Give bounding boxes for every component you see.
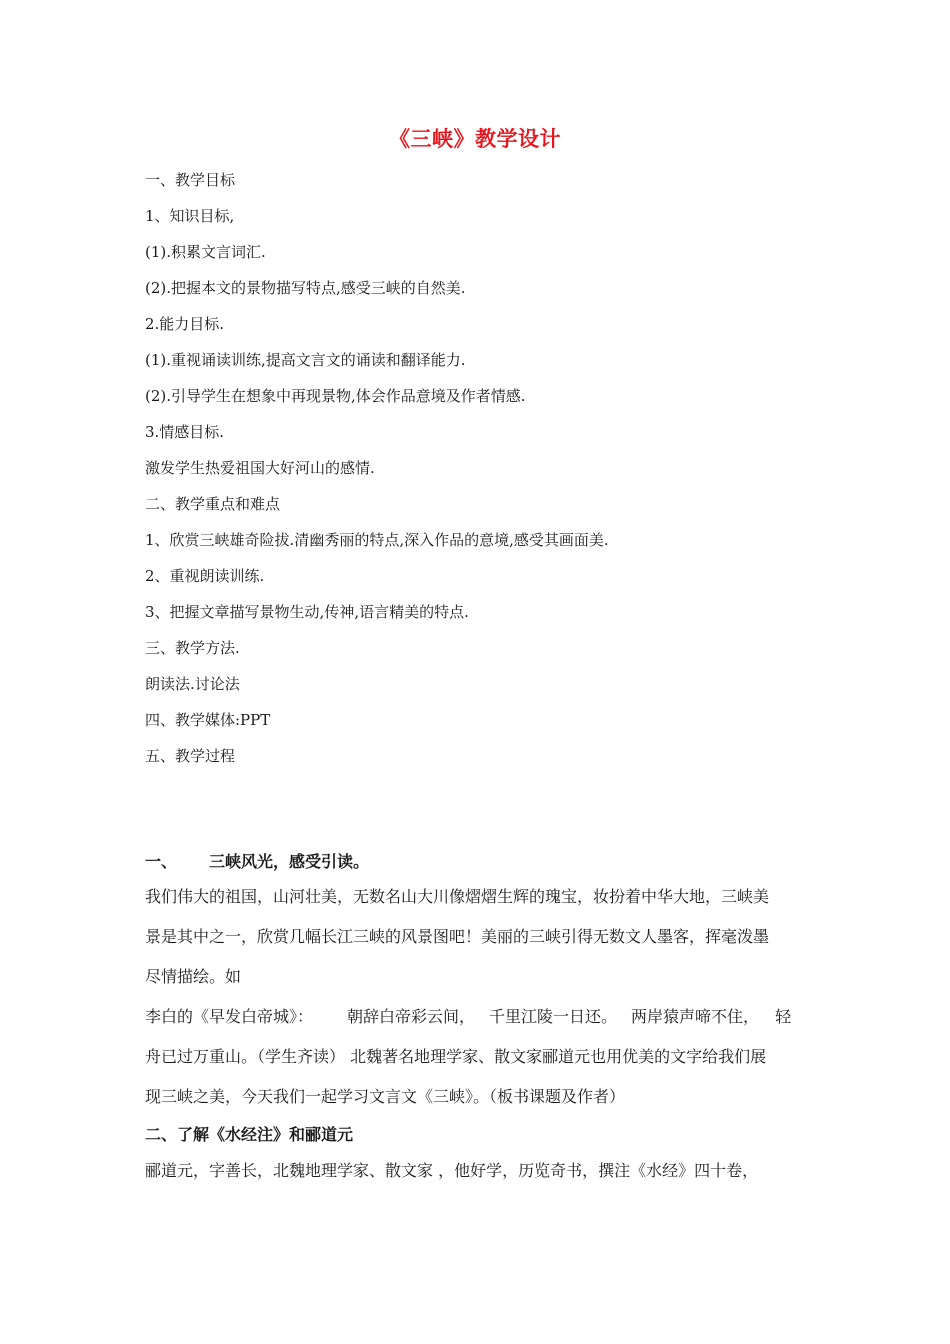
knowledge-goal: 1、知识目标, <box>145 207 235 225</box>
knowledge-goal-item-2: (2).把握本文的景物描写特点,感受三峡的自然美. <box>145 279 466 297</box>
emotion-goal-text: 激发学生热爱祖国大好河山的感情. <box>145 459 375 477</box>
poem-verse-2: 千里江陵一日还。 <box>489 1007 618 1026</box>
heading-teaching-methods: 三、教学方法. <box>145 639 240 657</box>
section1-heading <box>145 851 369 873</box>
ability-goal-item-1: (1).重视诵读训练,提高文言文的诵读和翻译能力. <box>145 351 466 369</box>
heading-teaching-media: 四、教学媒体:PPT <box>145 711 271 729</box>
heading-teaching-process: 五、教学过程 <box>145 747 236 765</box>
section1-number: 一、 <box>145 852 178 871</box>
poem-verse-4-start: 轻 <box>775 1007 792 1026</box>
section1-title: 三峡风光，感受引读。 <box>209 852 370 871</box>
poem-verse-1: 朝辞白帝彩云间， <box>347 1007 476 1026</box>
ability-goal-item-2: (2).引导学生在想象中再现景物,体会作品意境及作者情感. <box>145 387 526 405</box>
section1-para2-line1: 舟已过万重山。（学生齐读） 北魏著名地理学家、散文家郦道元也用优美的文字给我们展 <box>145 1047 767 1066</box>
poem-intro: 李白的《早发白帝城》： <box>145 1007 314 1026</box>
section2-para: 郦道元，字善长，北魏地理学家、散文家 ，他好学，历览奇书，撰注《水经》四十卷， <box>145 1161 759 1180</box>
section1-para2-line2: 现三峡之美，今天我们一起学习文言文《三峡》。（板书课题及作者） <box>145 1087 626 1106</box>
teaching-methods-text: 朗读法.讨论法 <box>145 675 240 693</box>
section1-para1-line3: 尽情描绘。如 <box>145 967 242 986</box>
heading-teaching-goals: 一、教学目标 <box>145 171 236 189</box>
section1-para1-line1: 我们伟大的祖国，山河壮美，无数名山大川像熠熠生辉的瑰宝，妆扮着中华大地，三峡美 <box>145 887 770 906</box>
section2-heading: 二、了解《水经注》和郦道元 <box>145 1125 354 1144</box>
emotion-goal: 3.情感目标. <box>145 423 225 441</box>
heading-key-points: 二、教学重点和难点 <box>145 495 281 513</box>
document-title: 《三峡》教学设计 <box>389 126 561 151</box>
knowledge-goal-item-1: (1).积累文言词汇. <box>145 243 266 261</box>
ability-goal: 2.能力目标. <box>145 315 225 333</box>
poem-verse-3: 两岸猿声啼不住， <box>631 1007 760 1026</box>
key-point-2: 2、重视朗读训练. <box>145 567 265 585</box>
section1-para1-line2: 景是其中之一，欣赏几幅长江三峡的风景图吧！美丽的三峡引得无数文人墨客，挥毫泼墨 <box>145 927 770 946</box>
poem-line <box>145 1006 791 1028</box>
key-point-3: 3、把握文章描写景物生动,传神,语言精美的特点. <box>145 603 469 621</box>
key-point-1: 1、欣赏三峡雄奇险拔.清幽秀丽的特点,深入作品的意境,感受其画面美. <box>145 531 609 549</box>
